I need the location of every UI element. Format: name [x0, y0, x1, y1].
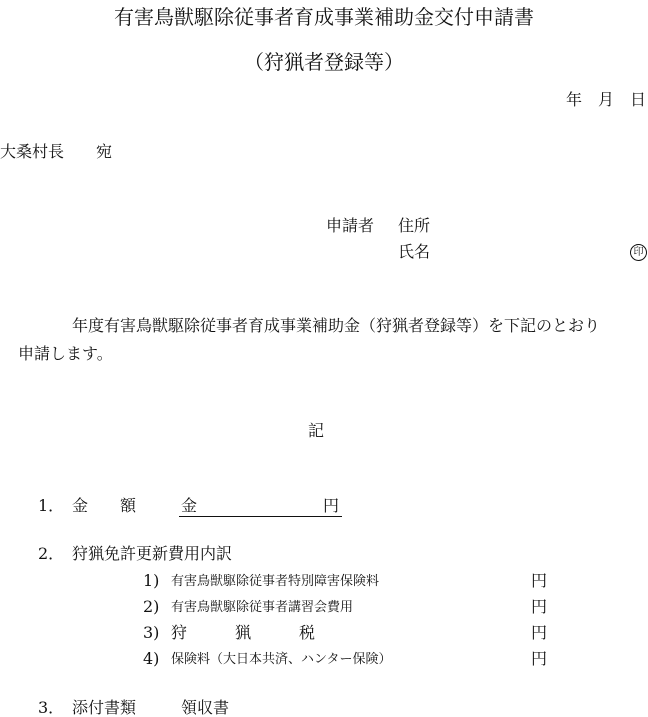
breakdown-row-unit: 円	[531, 623, 548, 642]
addressee: 大桑村長 宛	[0, 142, 113, 161]
item-3-number: 3．	[38, 698, 65, 717]
breakdown-row-unit: 円	[531, 571, 548, 590]
seal-mark: 印	[630, 244, 647, 261]
statement-line-2: 申請します。	[18, 344, 113, 363]
statement-line-1: 年度有害鳥獣駆除従事者育成事業補助金（狩猟者登録等）を下記のとおり	[72, 316, 601, 335]
attachment-value: 領収書	[181, 698, 230, 717]
item-2-number: 2．	[38, 544, 65, 563]
breakdown-row-label: 有害鳥獣駆除従事者特別障害保険料	[171, 574, 380, 589]
breakdown-row-label: 有害鳥獣駆除従事者講習会費用	[171, 600, 354, 615]
breakdown-row-unit: 円	[531, 597, 548, 616]
breakdown-row-number: 3)	[143, 623, 160, 642]
amount-unit: 円	[323, 496, 340, 515]
breakdown-row-label: 狩 猟 税	[171, 623, 316, 642]
breakdown-row-number: 4)	[143, 649, 160, 668]
breakdown-row-number: 2)	[143, 597, 160, 616]
document-subtitle: （狩猟者登録等）	[244, 50, 404, 74]
amount-underline	[179, 516, 342, 517]
item-1-label: 金 額	[72, 496, 137, 515]
amount-prefix: 金	[181, 496, 198, 515]
breakdown-row-unit: 円	[531, 649, 548, 668]
breakdown-row-number: 1)	[143, 571, 160, 590]
ki-heading: 記	[308, 421, 325, 440]
name-label: 氏名	[398, 242, 431, 261]
address-label: 住所	[398, 216, 431, 235]
document-title: 有害鳥獣駆除従事者育成事業補助金交付申請書	[114, 5, 534, 29]
applicant-label: 申請者	[326, 216, 375, 235]
breakdown-row-label: 保険料（大日本共済、ハンター保険）	[171, 652, 392, 667]
item-2-label: 狩猟免許更新費用内訳	[72, 544, 233, 563]
item-1-number: 1．	[38, 496, 65, 515]
date-line: 年 月 日	[565, 90, 646, 109]
item-3-label: 添付書類	[72, 698, 137, 717]
